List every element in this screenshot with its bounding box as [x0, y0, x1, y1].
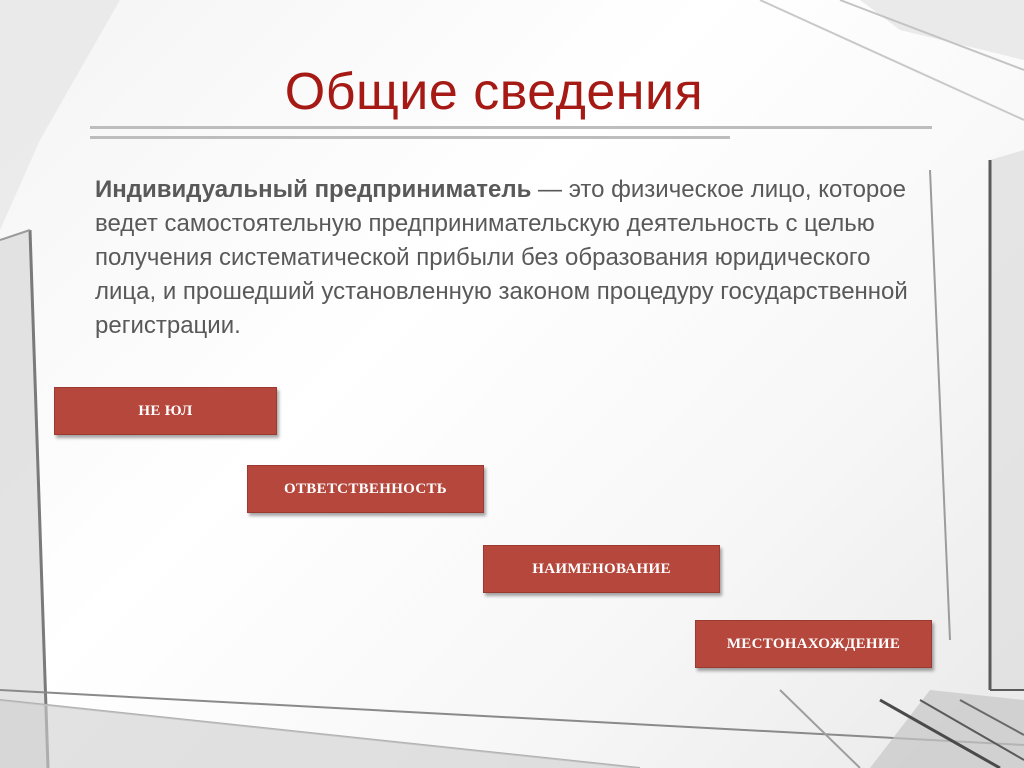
definition-text: — это физическое лицо, которое ведет самостоятельную предпринимательскую деятельность с целью получения систематической прибыли без образования юридического лица, и прошедший установленную законом процедуру государственной регистрации. — [95, 176, 908, 339]
title-underline-long — [90, 126, 932, 129]
slide-title: Общие сведения — [284, 63, 704, 121]
tag-location: МЕСТОНАХОЖДЕНИЕ — [695, 620, 932, 668]
definition-term: Индивидуальный предприниматель — [95, 176, 532, 203]
tag-name: НАИМЕНОВАНИЕ — [483, 545, 720, 593]
title-underline-short — [90, 136, 730, 139]
tag-responsibility: ОТВЕТСТВЕННОСТЬ — [247, 465, 484, 513]
definition-paragraph — [95, 173, 915, 343]
tag-ne-yul: НЕ ЮЛ — [54, 387, 277, 435]
